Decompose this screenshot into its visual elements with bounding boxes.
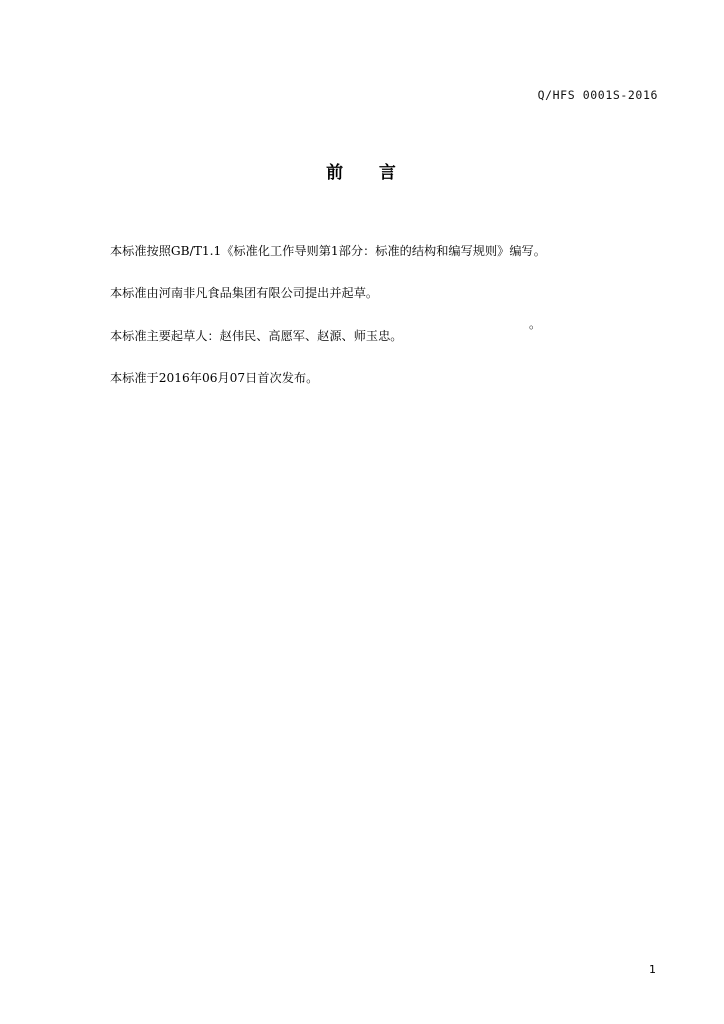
paragraph-3: 本标准主要起草人：赵伟民、高愿军、赵源、师玉忠。 [110,328,403,343]
page-number: 1 [649,963,656,976]
foreword-body [110,224,620,405]
paragraph-1: 本标准按照GB/T1.1《标准化工作导则第1部分：标准的结构和编写规则》编写。 [110,244,546,259]
page-title-char-second: 言 [378,163,398,183]
page-title [0,158,724,183]
page-title-char-first: 前 [326,163,346,183]
standard-code-header: Q/HFS 0001S-2016 [537,88,658,102]
stray-punctuation-mark: 。 [529,317,542,331]
paragraph-2: 本标准由河南非凡食品集团有限公司提出并起草。 [110,286,379,301]
paragraph-4: 本标准于2016年06月07日首次发布。 [110,370,319,385]
